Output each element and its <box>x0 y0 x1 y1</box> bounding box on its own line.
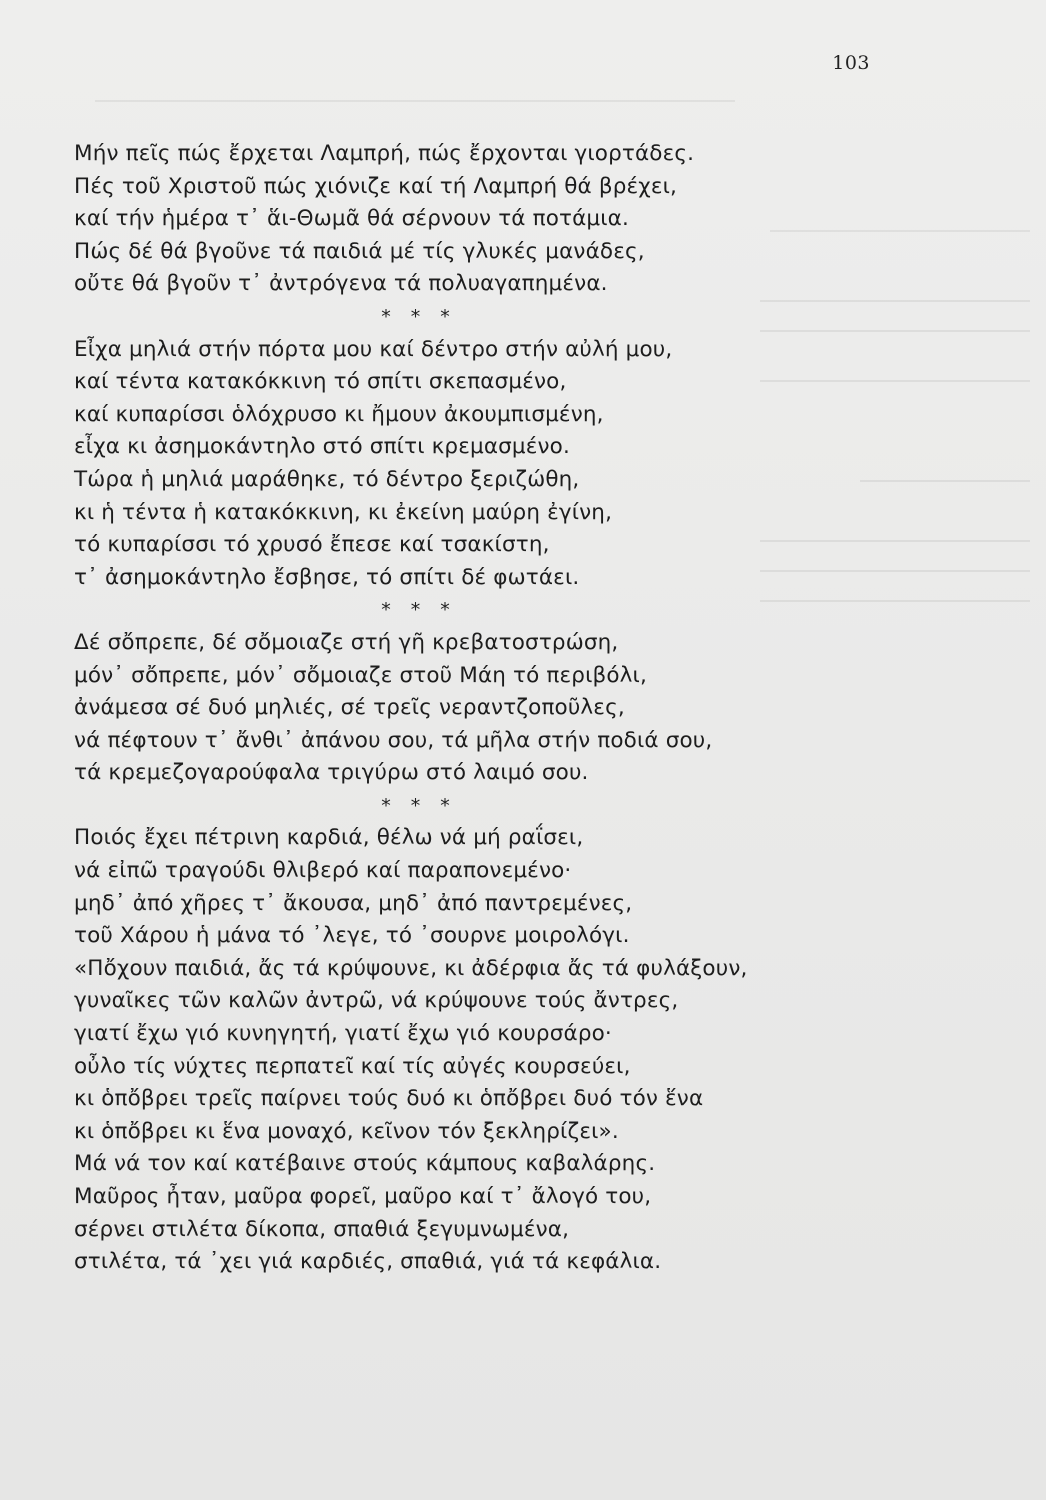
verse-line: γυναῖκες τῶν καλῶν ἀντρῶ, νά κρύψουνε τούς ἄντρες, <box>74 988 679 1014</box>
verse-line: στιλέτα, τά ᾿χει γιά καρδιές, σπαθιά, γιά τά κεφάλια. <box>74 1249 662 1275</box>
verse-line: κι ἡ τέντα ἡ κατακόκκινη, κι ἐκείνη μαύρη ἐγίνη, <box>74 499 613 525</box>
verse-line: οὔτε θά βγοῦν τ᾿ ἀντρόγενα τά πολυαγαπημένα. <box>74 271 608 297</box>
verse-line: «Πὄχουν παιδιά, ἄς τά κρύψουνε, κι ἀδέρφια ἄς τά φυλάξουν, <box>74 955 748 981</box>
verse-line: κι ὁπὄβρει τρεῖς παίρνει τούς δυό κι ὁπὄβρει δυό τόν ἕνα <box>74 1086 704 1112</box>
verse-line: Πώς δέ θά βγοῦνε τά παιδιά μέ τίς γλυκές μανάδες, <box>74 238 645 264</box>
section-divider: * * * <box>381 305 457 328</box>
stanza-3 <box>74 627 874 790</box>
verse-line: Μά νά τον καί κατέβαινε στούς κάμπους καβαλάρης. <box>74 1151 656 1177</box>
verse-line: νά πέφτουν τ᾿ ἄνθι᾿ ἀπάνου σου, τά μῆλα στήν ποδιά σου, <box>74 727 713 753</box>
verse-line: τά κρεμεζογαρούφαλα τριγύρω στό λαιμό σου. <box>74 760 589 786</box>
verse-line: Δέ σὄπρεπε, δέ σὄμοιαζε στή γῆ κρεβατοστρώση, <box>74 629 619 655</box>
verse-line: Μαῦρος ἦταν, μαῦρα φορεῖ, μαῦρο καί τ᾿ ἄλογό του, <box>74 1184 652 1209</box>
verse-line: οὖλο τίς νύχτες περπατεῖ καί τίς αὐγές κουρσεύει, <box>74 1053 631 1079</box>
stanza-4 <box>74 822 874 1278</box>
verse-line: Πές τοῦ Χριστοῦ πώς χιόνιζε καί τή Λαμπρή θά βρέχει, <box>74 173 678 199</box>
verse-line: Εἶχα μηλιά στήν πόρτα μου καί δέντρο στήν αὐλή μου, <box>74 336 673 362</box>
section-divider: * * * <box>381 794 457 817</box>
verse-line: καί κυπαρίσσι ὁλόχρυσο κι ἤμουν ἀκουμπισμένη, <box>74 401 604 427</box>
verse-line: μόν᾿ σὄπρεπε, μόν᾿ σὄμοιαζε στοῦ Μάη τό περιβόλι, <box>74 662 647 688</box>
verse-line: καί τέντα κατακόκκινη τό σπίτι σκεπασμένο, <box>74 369 567 395</box>
verse-line: τοῦ Χάρου ἡ μάνα τό ᾿λεγε, τό ᾿σουρνε μοιρολόγι. <box>74 923 630 949</box>
verse-line: Τώρα ἡ μηλιά μαράθηκε, τό δέντρο ξεριζώθη, <box>74 466 580 492</box>
section-divider: * * * <box>381 599 457 622</box>
verse-line: τό κυπαρίσσι τό χρυσό ἔπεσε καί τσακίστη, <box>74 532 550 558</box>
verse-line: γιατί ἔχω γιό κυνηγητή, γιατί ἔχω γιό κουρσάρο· <box>74 1021 612 1047</box>
verse-line: νά εἰπῶ τραγούδι θλιβερό καί παραπονεμένο· <box>74 858 572 884</box>
verse-line: κι ὁπὄβρει κι ἕνα μοναχό, κεῖνον τόν ξεκληρίζει». <box>74 1118 619 1144</box>
verse-line: τ᾿ ἀσημοκάντηλο ἔσβησε, τό σπίτι δέ φωτάει. <box>74 564 580 590</box>
poem-body <box>74 138 874 1279</box>
verse-line: καί τήν ἡμέρα τ᾿ ἅι-Θωμᾶ θά σέρνουν τά ποτάμια. <box>74 206 629 232</box>
verse-line: Ποιός ἔχει πέτρινη καρδιά, θέλω νά μή ραΐσει, <box>74 825 584 851</box>
verse-line: σέρνει στιλέτα δίκοπα, σπαθιά ξεγυμνωμένα, <box>74 1216 570 1242</box>
stanza-2 <box>74 334 874 595</box>
verse-line: ἀνάμεσα σέ δυό μηλιές, σέ τρεῖς νεραντζοποῦλες, <box>74 695 625 721</box>
verse-line: Μήν πεῖς πώς ἔρχεται Λαμπρή, πώς ἔρχονται γιορτάδες. <box>74 141 695 166</box>
page-number: 103 <box>832 52 870 74</box>
stanza-1 <box>74 138 874 301</box>
verse-line: μηδ᾿ ἀπό χῆρες τ᾿ ἄκουσα, μηδ᾿ ἀπό παντρεμένες, <box>74 890 633 916</box>
verse-line: εἶχα κι ἀσημοκάντηλο στό σπίτι κρεμασμένο. <box>74 434 570 460</box>
